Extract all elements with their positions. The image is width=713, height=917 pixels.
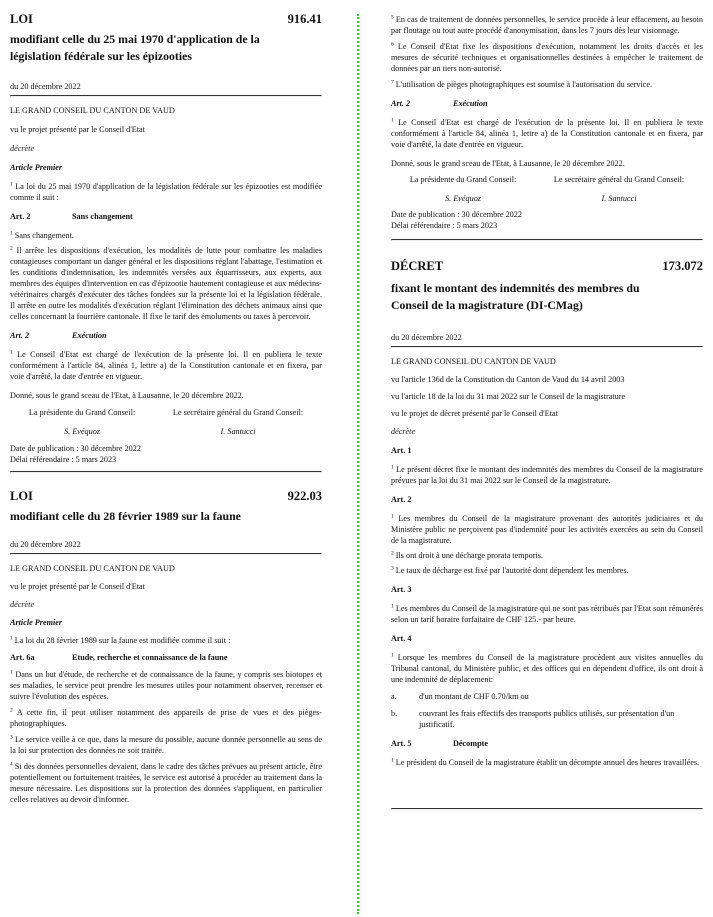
decret-end-rule: [391, 808, 703, 810]
loi2-art6a-heading: [10, 652, 322, 663]
loi2-decrete: décrète: [10, 600, 35, 609]
decret-art4-a-label: a.: [391, 692, 397, 701]
loi1-referendum: Délai référendaire : 5 mars 2023: [10, 455, 117, 464]
decret-art2-num: Art. 2: [391, 495, 412, 504]
loi2-p1: $^1$ Dans un but d'étude, de recherche et de connaissance de la faune, y compris ses biotopes et ses maladies, le service peut prendre les mesures utiles pour notamment observer, recenser et suivre l'évolution des espèces.: [10, 669, 323, 701]
column-divider: [357, 14, 359, 914]
loi1-signatures: [10, 407, 322, 437]
loi1-council: LE GRAND CONSEIL DU CANTON DE VAUD: [10, 106, 175, 115]
loi1-publication: Date de publication : 30 décembre 2022: [10, 444, 141, 453]
loi1-art2a-p1: $^1$ Sans changement.: [10, 230, 74, 240]
decret-vu3: vu le projet de décret présenté par le Conseil d'Etat: [391, 409, 558, 418]
loi2-sig-left-role: La présidente du Grand Conseil:: [409, 175, 517, 184]
loi2-publication: Date de publication : 30 décembre 2022: [391, 210, 522, 219]
loi2-art6a-title: Etude, recherche et connaissance de la faune: [72, 653, 228, 662]
loi1-art2a-p2: $^2$ Il arrête les dispositions d'exécution, les modalités de lutte pour combattre les maladies contagieuses comportant un danger général et les dispositions réglant l'abattage, l'estimation et les conditions d'indemnisation, les indemnités versées aux équarrisseurs, aux experts, aux membres des équipes d'intervention en cas d'épizootie hautement contagieuse et aux médecins-vétérinaires chargés d'exécuter des tâches fondées sur la présente loi et la législation fédérale. Il arrête en outre les modalités d'exécution réglant l'élimination des déchets animaux ainsi que celles concernant la fourrière cantonale. Il fixe le tarif des émoluments ou taxes à percevoir.: [10, 245, 322, 321]
loi2-art1-text: $^1$ La loi du 28 février 1989 sur la faune est modifiée comme il suit :: [10, 635, 231, 645]
loi2-header: [10, 489, 322, 504]
decret-vu1: vu l'article 136d de la Constitution du Canton de Vaud du 14 avril 2003: [391, 375, 625, 384]
decret-art5-num: Art. 5: [391, 739, 412, 748]
decret-type: DÉCRET: [391, 259, 444, 273]
loi2-sig-right-name: I. Santucci: [601, 194, 637, 203]
loi2-date: du 20 décembre 2022: [10, 540, 81, 549]
decret-art4-a-text: d'un montant de CHF 0.70/km ou: [419, 692, 529, 701]
loi2-type: LOI: [10, 489, 33, 503]
decret-title-line1: fixant le montant des indemnités des membres du: [391, 281, 640, 295]
decret-art4-item-a: [391, 691, 703, 702]
loi1-art2b-heading: [10, 330, 322, 341]
loi1-art-premier: Article Premier: [10, 163, 63, 172]
loi1-header: [10, 12, 322, 27]
loi1-decrete: décrète: [10, 144, 35, 153]
decret-title-line2: Conseil de la magistrature (DI-CMag): [391, 298, 583, 312]
loi2-p5: $^5$ En cas de traitement de données personnelles, le service procède à leur effacement, au besoin par floutage ou tout autre procédé d'anonymisation, dans les 7 jours dès leur visionnage.: [391, 14, 703, 35]
loi2-signatures: [391, 174, 703, 204]
loi2-title: modifiant celle du 28 février 1989 sur la faune: [10, 509, 241, 523]
loi1-art2b-p1: $^1$ Le Conseil d'Etat est chargé de l'exécution de la présente loi. Il en publiera le texte conformément à l'article 84, alinéa 1, lettre a) de la Constitution cantonale et en fixera, par voie d'arrêté, la date d'entrée en vigueur.: [10, 349, 323, 381]
decret-date: du 20 décembre 2022: [391, 333, 462, 342]
decret-art2-p1: $^1$ Les membres du Conseil de la magistrature provenant des autorités judiciaires et du Ministère public ne perçoivent pas d'indemnité pour les activités exercées au sein du Conseil de la magistrature.: [391, 513, 704, 545]
loi1-sig-left-role: La présidente du Grand Conseil:: [28, 408, 136, 417]
loi1-art2b-title: Exécution: [72, 331, 107, 340]
decret-vu2: vu l'article 18 de la loi du 31 mai 2022 sur le Conseil de la magistrature: [391, 392, 626, 401]
right-column: [391, 0, 703, 810]
loi2-donne: Donné, sous le grand sceau de l'Etat, à Lausanne, le 20 décembre 2022.: [391, 159, 625, 168]
loi1-donne: Donné, sous le grand sceau de l'Etat, à Lausanne, le 20 décembre 2022.: [10, 391, 244, 400]
decret-art1-num: Art. 1: [391, 446, 412, 455]
loi1-vu: vu le projet présenté par le Conseil d'Etat: [10, 125, 145, 134]
loi1-title: [10, 31, 322, 65]
left-column: [10, 0, 322, 805]
loi2-art2-heading: [391, 98, 703, 109]
decret-art4-item-b: [391, 708, 703, 730]
decret-art3-num: Art. 3: [391, 585, 412, 594]
loi2-sig-left-name: S. Evéquoz: [445, 194, 481, 203]
loi2-sig-right-role: Le secrétaire général du Grand Conseil:: [553, 175, 685, 184]
decret-council: LE GRAND CONSEIL DU CANTON DE VAUD: [391, 357, 556, 366]
loi2-p2: $^2$ A cette fin, il peut utiliser notamment des appareils de prise de vues et des pièges-photographiques.: [10, 707, 322, 728]
loi1-art2a-title: Sans changement: [72, 212, 133, 221]
decret-decrete: décrète: [391, 427, 416, 436]
loi1-art2a-heading: [10, 211, 322, 222]
loi2-art2-title: Exécution: [453, 99, 488, 108]
decret-art4-num: Art. 4: [391, 634, 412, 643]
decret-art4-b-label: b.: [391, 709, 398, 718]
loi1-art2b-num: Art. 2: [10, 331, 30, 340]
loi1-art1-text: $^1$ La loi du 25 mai 1970 d'application de la législation fédérale sur les épizooties est modifiée comme il suit :: [10, 181, 322, 202]
loi2-art-premier: Article Premier: [10, 618, 63, 627]
decret-art5-title: Décompte: [453, 739, 489, 748]
loi1-art2a-num: Art. 2: [10, 212, 31, 221]
loi2-art6a-num: Art. 6a: [10, 653, 35, 662]
loi1-sig-right-role: Le secrétaire général du Grand Conseil:: [172, 408, 304, 417]
decret-art2-p2: $^2$ Ils ont droit à une décharge prorata temporis.: [391, 550, 543, 560]
loi2-art2-num: Art. 2: [391, 99, 411, 108]
loi2-number: 922.03: [287, 489, 322, 503]
loi1-sig-right-name: I. Santucci: [220, 427, 256, 436]
loi1-type: LOI: [10, 12, 33, 26]
decret-art3-p1: $^1$ Les membres du Conseil de la magistrature qui ne sont pas rétribués par l'Etat sont rémunérés selon un tarif horaire forfaitaire de CHF 125.- par heure.: [391, 603, 703, 624]
loi1-title-line2: législation fédérale sur les épizooties: [10, 49, 192, 63]
decret-art2-p3: $^3$ Le taux de décharge est fixé par l'autorité dont dépendent les membres.: [391, 565, 629, 575]
decret-art4-p1: $^1$ Lorsque les membres du Conseil de la magistrature procèdent aux visites annuelles du Tribunal cantonal, du Ministère public, et des offices qui en dépendent d'office, ils ont droit à une indemnité de déplacement:: [391, 652, 704, 684]
decret-title: [391, 280, 703, 314]
decret-art1-p1: $^1$ Le présent décret fixe le montant des indemnités des membres du Conseil de la magistrature prévues par la loi du 31 mai 2022 sur le Conseil de la magistrature.: [391, 464, 704, 485]
decret-art4-b-text: couvrant les frais effectifs des transports publics utilisés, sur présentation d'un justificatif.: [419, 709, 675, 729]
loi2-vu: vu le projet présenté par le Conseil d'Etat: [10, 582, 145, 591]
decret-number: 173.072: [662, 259, 703, 273]
loi2-p4: $^4$ Si des données personnelles devaient, dans le cadre des tâches prévues au présent article, être potentiellement ou fortuitement traitées, le service est autorisé à procéder au traitement dans la mesure nécessaire. Les dispositions sur la protection des données s'appliquent, en particulier celles relatives au devoir d'informer.: [10, 761, 323, 804]
loi1-number: 916.41: [287, 12, 322, 26]
decret-art5-p1: $^1$ Le président du Conseil de la magistrature établit un décompte annuel des heures travaillées.: [391, 757, 700, 767]
loi1-title-line1: modifiant celle du 25 mai 1970 d'application de la: [10, 32, 260, 46]
loi1-date: du 20 décembre 2022: [10, 82, 81, 91]
loi2-p3: $^3$ Le service veille à ce que, dans la mesure du possible, aucune donnée personnelle au sens de la loi sur protection des données ne soit traitée.: [10, 734, 322, 755]
loi2-art2-p1: $^1$ Le Conseil d'Etat est chargé de l'exécution de la présente loi. Il en publiera le texte conformément à l'article 84, alinéa 1, lettre a) de la Constitution cantonale et en fixera, par voie d'arrêté, la date d'entrée en vigueur.: [391, 117, 704, 149]
loi1-sig-left-name: S. Evéquoz: [64, 427, 100, 436]
decret-art5-heading: [391, 738, 703, 749]
loi2-referendum: Délai référendaire : 5 mars 2023: [391, 221, 498, 230]
loi2-p7: $^7$ L'utilisation de pièges photographiques est soumise à l'autorisation du service.: [391, 79, 653, 89]
loi2-p6: $^6$ Le Conseil d'Etat fixe les dispositions d'exécution, notamment les droits d'accès et les mesures de sécurité techniques et organisationnelles destinées à empêcher le traitement de données par un tiers non-autorisé.: [391, 41, 703, 73]
loi2-council: LE GRAND CONSEIL DU CANTON DE VAUD: [10, 564, 175, 573]
decret-header: [391, 259, 703, 274]
